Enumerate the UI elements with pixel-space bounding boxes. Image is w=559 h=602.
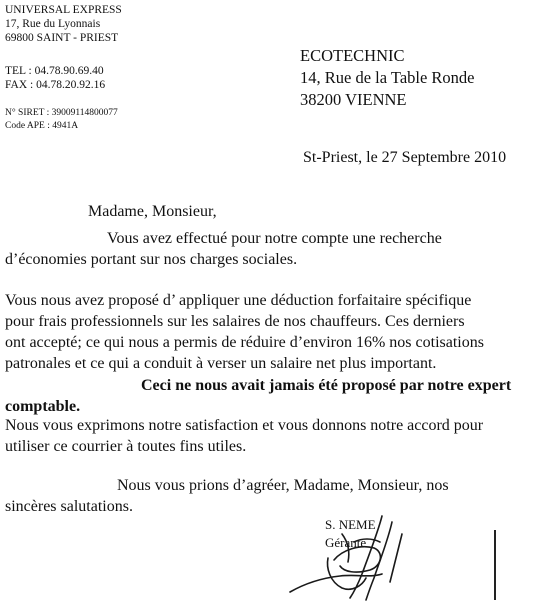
paragraph-line: utiliser ce courrier à toutes fins utiles.: [5, 438, 247, 455]
bold-line: comptable.: [5, 398, 81, 415]
signatory-name: S. NEME: [325, 517, 376, 532]
handwritten-signature: [270, 512, 430, 602]
salutation: Madame, Monsieur,: [88, 203, 217, 220]
sender-fax: FAX : 04.78.20.92.16: [5, 79, 106, 91]
sender-name: UNIVERSAL EXPRESS: [5, 4, 122, 16]
recipient-name: ECOTECHNIC: [300, 46, 405, 65]
paragraph-line: Vous avez effectué pour notre compte une recherche: [107, 230, 442, 247]
paragraph-line: Vous nous avez proposé d’ appliquer une déduction forfaitaire spécifique: [5, 292, 472, 309]
paragraph-line: patronales et ce qui a conduit à verser un salaire net plus important.: [5, 355, 437, 372]
signatory-title: Gérante: [325, 535, 367, 550]
bold-line: Ceci ne nous avait jamais été proposé par notre expert: [141, 377, 512, 394]
sender-tel: TEL : 04.78.90.69.40: [5, 65, 104, 77]
recipient-city: 38200 VIENNE: [300, 90, 407, 109]
sender-ape: Code APE : 4941A: [5, 121, 79, 131]
sender-siret: N° SIRET : 39009114800077: [5, 108, 118, 118]
closing-line: sincères salutations.: [5, 498, 133, 515]
closing-line: Nous vous prions d’agréer, Madame, Monsieur, nos: [117, 477, 449, 494]
date-line: St-Priest, le 27 Septembre 2010: [303, 149, 507, 166]
sender-city: 69800 SAINT - PRIEST: [5, 32, 119, 44]
paragraph-line: Nous vous exprimons notre satisfaction et vous donnons notre accord pour: [5, 417, 484, 434]
recipient-street: 14, Rue de la Table Ronde: [300, 68, 475, 87]
sender-street: 17, Rue du Lyonnais: [5, 18, 101, 30]
paragraph-line: d’économies portant sur nos charges sociales.: [5, 251, 298, 268]
paragraph-line: pour frais professionnels sur les salaires de nos chauffeurs. Ces derniers: [5, 313, 465, 330]
paragraph-line: ont accepté; ce qui nous a permis de réduire d’environ 16% nos cotisations: [5, 334, 484, 351]
margin-line: [494, 530, 496, 600]
